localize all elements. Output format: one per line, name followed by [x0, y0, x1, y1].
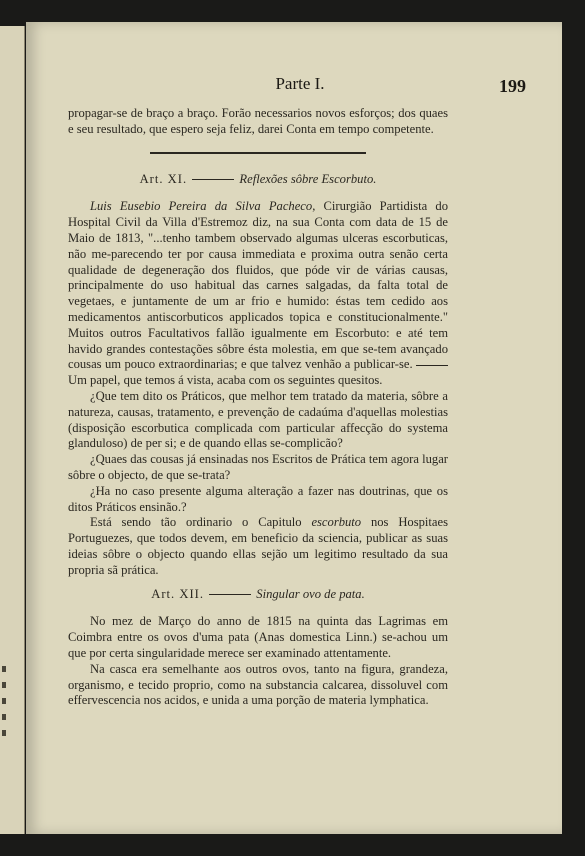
intro-paragraph: propagar-se de braço a braço. Forão necessarios novos esforços; dos quaes e seu resultado, que espero seja feliz, darei Conta em tempo competente. — [68, 106, 448, 136]
running-head: Parte I. — [275, 74, 325, 93]
question-3: ¿Ha no caso presente alguma alteração a fazer nas doutrinas, que os ditos Práticos ensinão.? — [68, 483, 448, 514]
article-11-closing-paragraph — [68, 515, 448, 578]
article-12-title: Singular ovo de pata. — [256, 586, 365, 601]
article-11-heading — [68, 172, 448, 188]
page-body — [68, 106, 448, 709]
article-11-title: Reflexões sôbre Escorbuto. — [239, 171, 377, 186]
closing-text-a: Está sendo tão ordinario o Capitulo — [90, 515, 312, 530]
question-2: ¿Quaes das cousas já ensinadas nos Escritos de Prática tem agora lugar sôbre o objecto, de que se-trata? — [68, 452, 448, 482]
section-divider-rule — [150, 152, 366, 154]
left-page-text-fragments — [2, 666, 14, 746]
left-page-edge — [0, 26, 25, 834]
article-12-paragraph-1: No mez de Março do anno de 1815 na quinta das Lagrimas em Coimbra entre os ovos d'uma pata (Anas domestica Linn.) se-achou um que por certa singularidade merece ser examinado attentamente. — [68, 614, 448, 660]
article-12-heading — [68, 587, 448, 603]
question-1: ¿Que tem dito os Práticos, que melhor tem tratado da materia, sôbre a natureza, causas, tratamento, e prevenção de cadaúma d'aquellas molestias (disposição escorbutica complicada com particular affecção do systema glanduloso) de per si; e de quando ellas se-complicão? — [68, 388, 448, 451]
page-number: 199 — [499, 76, 526, 96]
book-page — [26, 22, 562, 834]
article-11-paragraph-1-text: , Cirurgião Partidista do Hospital Civil da Villa d'Estremoz diz, na sua Conta com data de 15 de Maio de 1813, "...tenho tambem observado algumas ulceras escorbuticas, não me-parecendo ter por causa immediata e proxima outra senão certa qualidade de degeneração dos fluidos, que póde vir de várias causas, principalmente do uso habitual das carnes salgadas, da falta total de vegetaes, e juntamente de um ar frio e humido: éstas tem cedido aos medicamentos antiscorbuticos applicados topica e constitucionalmente." Muitos outros Facultativos fallão igualmente em Escorbuto: e até tem havido grandes contestações sôbre ésta molestia, em que se-tem avançado cousas um pouco extraordinarias; e que talvez venhão a publicar-se. — [68, 199, 449, 372]
article-11-paragraph-1 — [68, 199, 448, 389]
article-12-paragraph-2: Na casca era semelhante aos outros ovos, tanto na figura, grandeza, organismo, e tecido proprio, como na substancia calcarea, dissoluvel com effervescencia nos acidos, e unida a uma porção de materia lymphatica. — [68, 661, 448, 708]
closing-emphasis: escorbuto — [311, 515, 362, 530]
author-name: Luis Eusebio Pereira da Silva Pacheco — [90, 199, 313, 214]
article-11-label: Art. XI. — [139, 171, 188, 186]
article-12-label: Art. XII. — [151, 586, 204, 601]
inline-dash — [416, 365, 448, 366]
heading-dash — [192, 179, 234, 180]
closing-text-b: nos Hospitaes Portuguezes, que todos devem, em beneficio da sciencia, publicar as suas ideias sôbre o objecto quando ellas sejão um legitimo resultado da sua propria sã prática. — [68, 515, 448, 577]
article-11-paragraph-1-tail: Um papel, que temos á vista, acaba com os seguintes quesitos. — [68, 373, 383, 388]
page-header — [66, 74, 534, 102]
heading-dash — [209, 594, 251, 595]
